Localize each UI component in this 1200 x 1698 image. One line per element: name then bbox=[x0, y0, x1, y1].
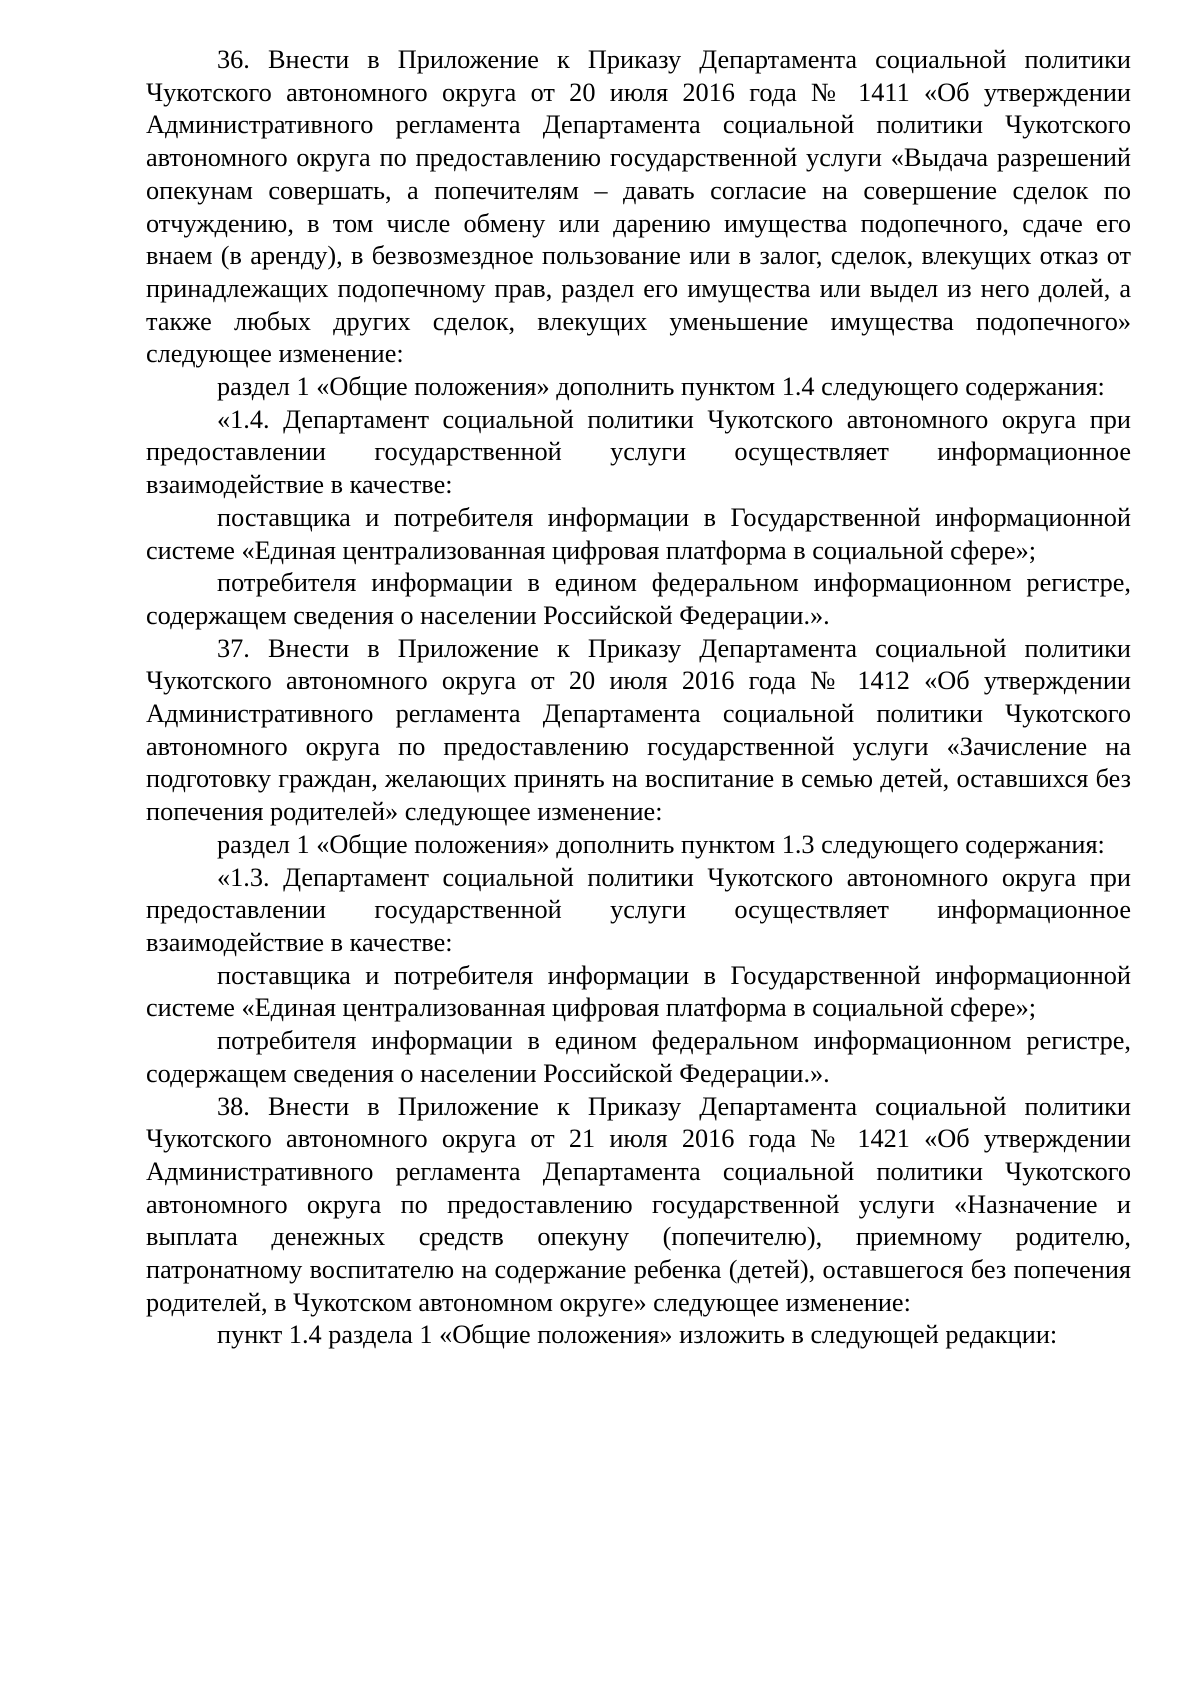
paragraph-clause-1-4-revision: пункт 1.4 раздела 1 «Общие положения» изложить в следующей редакции: bbox=[217, 1320, 1058, 1350]
paragraph-amendment-section-1: раздел 1 «Общие положения» дополнить пунктом 1.4 следующего содержания: bbox=[217, 372, 1105, 402]
paragraph-clause-1-3: «1.3. Департамент социальной политики Чукотского автономного округа при предоставлении государственной услуги осуществляет информационное взаимодействие в качестве: bbox=[146, 862, 1131, 957]
paragraph-item-38: 38. Внести в Приложение к Приказу Департамента социальной политики Чукотского автономного округа от 21 июля 2016 года № 1421 «Об утверждении Административного регламента Департамента социальной политики Чукотского автономного округа по предоставлению государственной услуги «Назначение и выплата денежных средств опекуну (попечителю), приемному родителю, патронатному воспитателю на содержание ребенка (детей), оставшегося без попечения родителей, в Чукотском автономном округе» следующее изменение: bbox=[146, 1091, 1131, 1317]
document-body bbox=[146, 44, 1131, 1352]
paragraph-consumer-register-b: потребителя информации в едином федеральном информационном регистре, содержащем сведения о населении Российской Федерации.». bbox=[146, 1026, 1131, 1088]
paragraph-supplier-consumer-b: поставщика и потребителя информации в Государственной информационной системе «Единая централизованная цифровая платформа в социальной сфере»; bbox=[146, 960, 1131, 1023]
paragraph-clause-1-4: «1.4. Департамент социальной политики Чукотского автономного округа при предоставлении государственной услуги осуществляет информационное взаимодействие в качестве: bbox=[146, 404, 1131, 500]
paragraph-item-36: 36. Внести в Приложение к Приказу Департамента социальной политики Чукотского автономного округа от 20 июля 2016 года № 1411 «Об утверждении Административного регламента Департамента социальной политики Чукотского автономного округа по предоставлению государственной услуги «Выдача разрешений опекунам совершать, а попечителям – давать согласие на совершение сделок по отчуждению, в том числе обмену или дарению имущества подопечного, сдаче его внаем (в аренду), в безвозмездное пользование или в залог, сделок, влекущих отказ от принадлежащих подопечному прав, раздел его имущества или выдел из него долей, а также любых других сделок, влекущих уменьшение имущества подопечного» следующее изменение: bbox=[146, 45, 1131, 369]
paragraph-supplier-consumer: поставщика и потребителя информации в Государственной информационной системе «Единая централизованная цифровая платформа в социальной сфере»; bbox=[146, 502, 1131, 565]
paragraph-amendment-section-1-b: раздел 1 «Общие положения» дополнить пунктом 1.3 следующего содержания: bbox=[217, 829, 1105, 859]
paragraph-item-37: 37. Внести в Приложение к Приказу Департамента социальной политики Чукотского автономного округа от 20 июля 2016 года № 1412 «Об утверждении Административного регламента Департамента социальной политики Чукотского автономного округа по предоставлению государственной услуги «Зачисление на подготовку граждан, желающих принять на воспитание в семью детей, оставшихся без попечения родителей» следующее изменение: bbox=[146, 633, 1131, 827]
paragraph-consumer-register: потребителя информации в едином федеральном информационном регистре, содержащем сведения о населении Российской Федерации.». bbox=[146, 568, 1131, 630]
